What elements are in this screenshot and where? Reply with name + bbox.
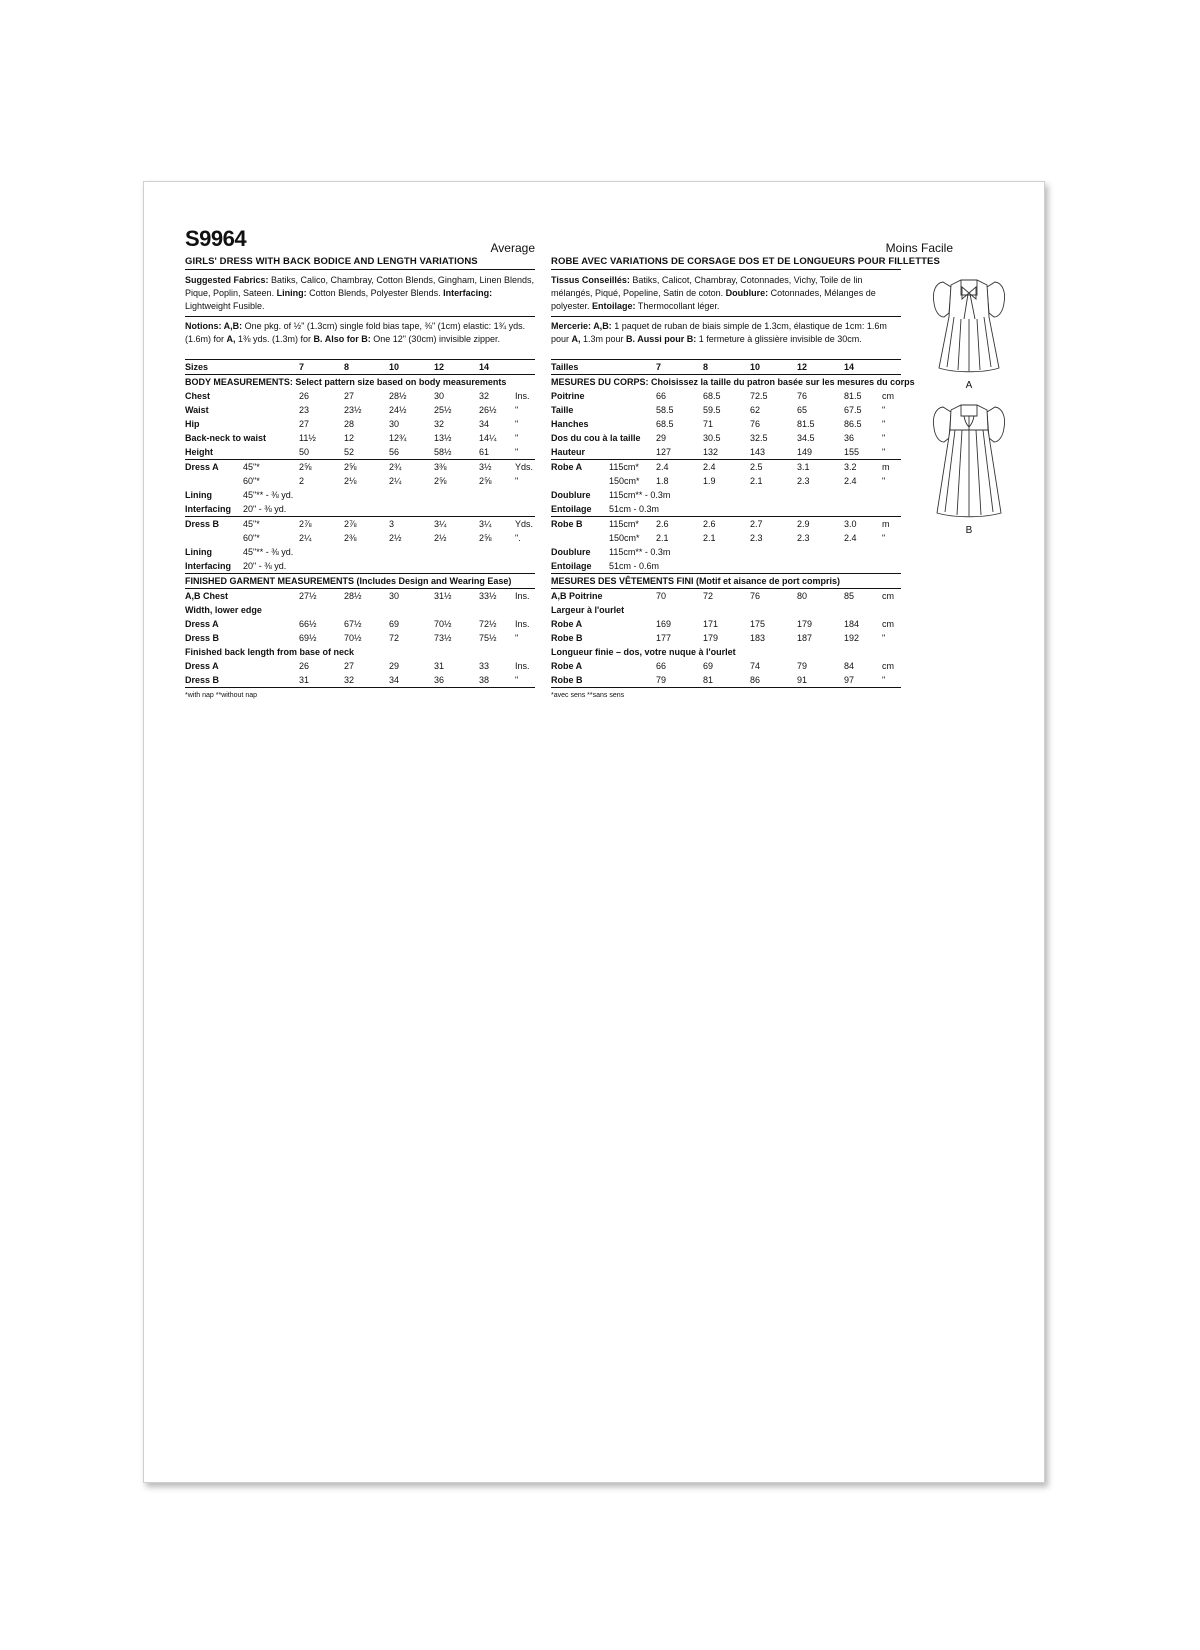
measurement-table — [185, 359, 535, 688]
table-row: Dress B 69½ 70½ 72 73½ 75½ " — [185, 633, 519, 643]
notions-paragraph: Notions: A,B: One pkg. of ½" (1.3cm) single fold bias tape, ⅜" (1cm) elastic: 1¾ yds. (1.6m) for A, 1⅜ yds. (1.3m) for B. Also for B: One 12" (30cm) invisible zipper. — [185, 321, 526, 344]
dress-a-label: A — [965, 380, 973, 391]
table-row: Robe B 79 81 86 91 97 " — [551, 673, 901, 688]
sizes-row: Sizes 7 8 10 12 14 — [185, 360, 535, 375]
interfacing-row: Interfacing 20" - ⅜ yd. — [185, 502, 535, 517]
dress-a-yardage-row: 150cm* 1.8 1.9 2.1 2.3 2.4 " — [609, 476, 886, 486]
footnote: *with nap **without nap — [185, 692, 257, 699]
table-row: Hanches 68.5 71 76 81.5 86.5 " — [551, 419, 886, 429]
table-row: Hauteur 127 132 143 149 155 " — [551, 445, 901, 460]
finished-measurements-heading: FINISHED GARMENT MEASUREMENTS (Includes Design and Wearing Ease) — [185, 574, 535, 589]
fabrics-paragraph: Suggested Fabrics: Batiks, Calico, Chambray, Cotton Blends, Gingham, Linen Blends, Pique, Poplin, Sateen. Lining: Cotton Blends, Polyester Blends. Interfacing: Lightweight Fusible. — [185, 274, 535, 317]
table-row: Chest 26 27 28½ 30 32 Ins. — [185, 391, 530, 401]
notions-paragraph: Mercerie: A,B: 1 paquet de ruban de biais simple de 1.3cm, élastique de 1cm: 1.6m pour A, 1.3m pour B. Aussi pour B: 1 fermeture à glissière invisible de 30cm. — [551, 321, 887, 344]
difficulty-level: Moins Facile — [885, 241, 953, 255]
interfacing-row: Interfacing 20" - ⅜ yd. — [185, 559, 535, 574]
table-row: A,B Chest 27½ 28½ 30 31½ 33½ Ins. — [185, 591, 530, 601]
pattern-title: ROBE AVEC VARIATIONS DE CORSAGE DOS ET DE LONGUEURS POUR FILLETTES — [551, 256, 901, 270]
pattern-sheet — [143, 181, 1045, 1483]
table-row: Back-neck to waist 11½ 12 12¾ 13½ 14¼ " — [185, 433, 519, 443]
lining-row: Doublure 115cm** - 0.3m — [551, 547, 671, 557]
measurement-table — [551, 359, 915, 688]
difficulty-level: Average — [490, 241, 535, 255]
table-row: Taille 58.5 59.5 62 65 67.5 " — [551, 405, 886, 415]
table-row: Dress B 31 32 34 36 38 " — [185, 673, 535, 688]
dress-b-drawing — [929, 398, 1009, 523]
lining-row: Lining 45"** - ⅜ yd. — [185, 490, 294, 500]
fabrics-paragraph: Tissus Conseillés: Batiks, Calicot, Chambray, Cotonnades, Vichy, Toile de lin mélangés, Piqué, Popeline, Satin de coton. Doublure: Cotonnades, Mélanges de polyester. Entoilage: Thermocollant léger. — [551, 274, 901, 317]
table-row: Robe A 169 171 175 179 184 cm — [551, 619, 894, 629]
pattern-title: GIRLS' DRESS WITH BACK BODICE AND LENGTH VARIATIONS — [185, 256, 535, 270]
table-row: Dress A 26 27 29 31 33 Ins. — [185, 661, 530, 671]
dress-b-yardage-row: 60"* 2¼ 2⅜ 2½ 2½ 2⅝ ". — [243, 533, 521, 543]
dress-a-illustration — [929, 273, 1009, 391]
header — [551, 230, 953, 256]
lining-row: Doublure 115cm** - 0.3m — [551, 490, 671, 500]
dress-a-drawing — [929, 273, 1009, 378]
dress-a-yardage-row: 60"* 2 2⅛ 2¼ 2⅝ 2⅝ " — [243, 476, 519, 486]
table-row: Dress A 66½ 67½ 69 70½ 72½ Ins. — [185, 619, 530, 629]
dress-b-yardage-row: 150cm* 2.1 2.1 2.3 2.3 2.4 " — [609, 533, 886, 543]
dress-b-yardage-row: Robe B 115cm* 2.6 2.6 2.7 2.9 3.0 m — [551, 519, 890, 529]
dress-b-label: B — [965, 525, 973, 536]
finished-measurements-heading: MESURES DES VÊTEMENTS FINI (Motif et aisance de port compris) — [551, 574, 901, 589]
table-row: Height 50 52 56 58½ 61 " — [185, 445, 535, 460]
width-heading: Largeur à l'ourlet — [551, 605, 625, 615]
interfacing-row: Entoilage 51cm - 0.6m — [551, 559, 901, 574]
body-measurements-heading: MESURES DU CORPS: Choisissez la taille du patron basée sur les mesures du corps — [551, 377, 915, 387]
sizes-row: Tailles 7 8 10 12 14 — [551, 360, 901, 375]
pattern-number: S9964 — [185, 226, 247, 251]
body-measurements-heading: BODY MEASUREMENTS: Select pattern size based on body measurements — [185, 377, 507, 387]
lining-row: Lining 45"** - ⅜ yd. — [185, 547, 294, 557]
footnote: *avec sens **sans sens — [551, 692, 625, 699]
table-row: A,B Poitrine 70 72 76 80 85 cm — [551, 591, 894, 601]
dress-a-yardage-row: Dress A 45"* 2⅝ 2⅝ 2¾ 3⅜ 3½ Yds. — [185, 462, 534, 472]
english-column — [185, 226, 535, 699]
table-row: Poitrine 66 68.5 72.5 76 81.5 cm — [551, 391, 894, 401]
french-column — [551, 230, 953, 699]
header — [185, 226, 535, 256]
length-heading: Finished back length from base of neck — [185, 647, 355, 657]
width-heading: Width, lower edge — [185, 605, 262, 615]
table-row: Dos du cou à la taille 29 30.5 32.5 34.5 36 " — [551, 433, 886, 443]
dress-a-yardage-row: Robe A 115cm* 2.4 2.4 2.5 3.1 3.2 m — [551, 462, 890, 472]
dress-b-illustration — [929, 398, 1009, 536]
table-row: Hip 27 28 30 32 34 " — [185, 419, 519, 429]
table-row: Robe A 66 69 74 79 84 cm — [551, 661, 894, 671]
interfacing-row: Entoilage 51cm - 0.3m — [551, 502, 901, 517]
table-row: Robe B 177 179 183 187 192 " — [551, 633, 886, 643]
table-row: Waist 23 23½ 24½ 25½ 26½ " — [185, 405, 519, 415]
dress-b-yardage-row: Dress B 45"* 2⅞ 2⅞ 3 3¼ 3¼ Yds. — [185, 519, 534, 529]
length-heading: Longueur finie – dos, votre nuque à l'ourlet — [551, 647, 736, 657]
